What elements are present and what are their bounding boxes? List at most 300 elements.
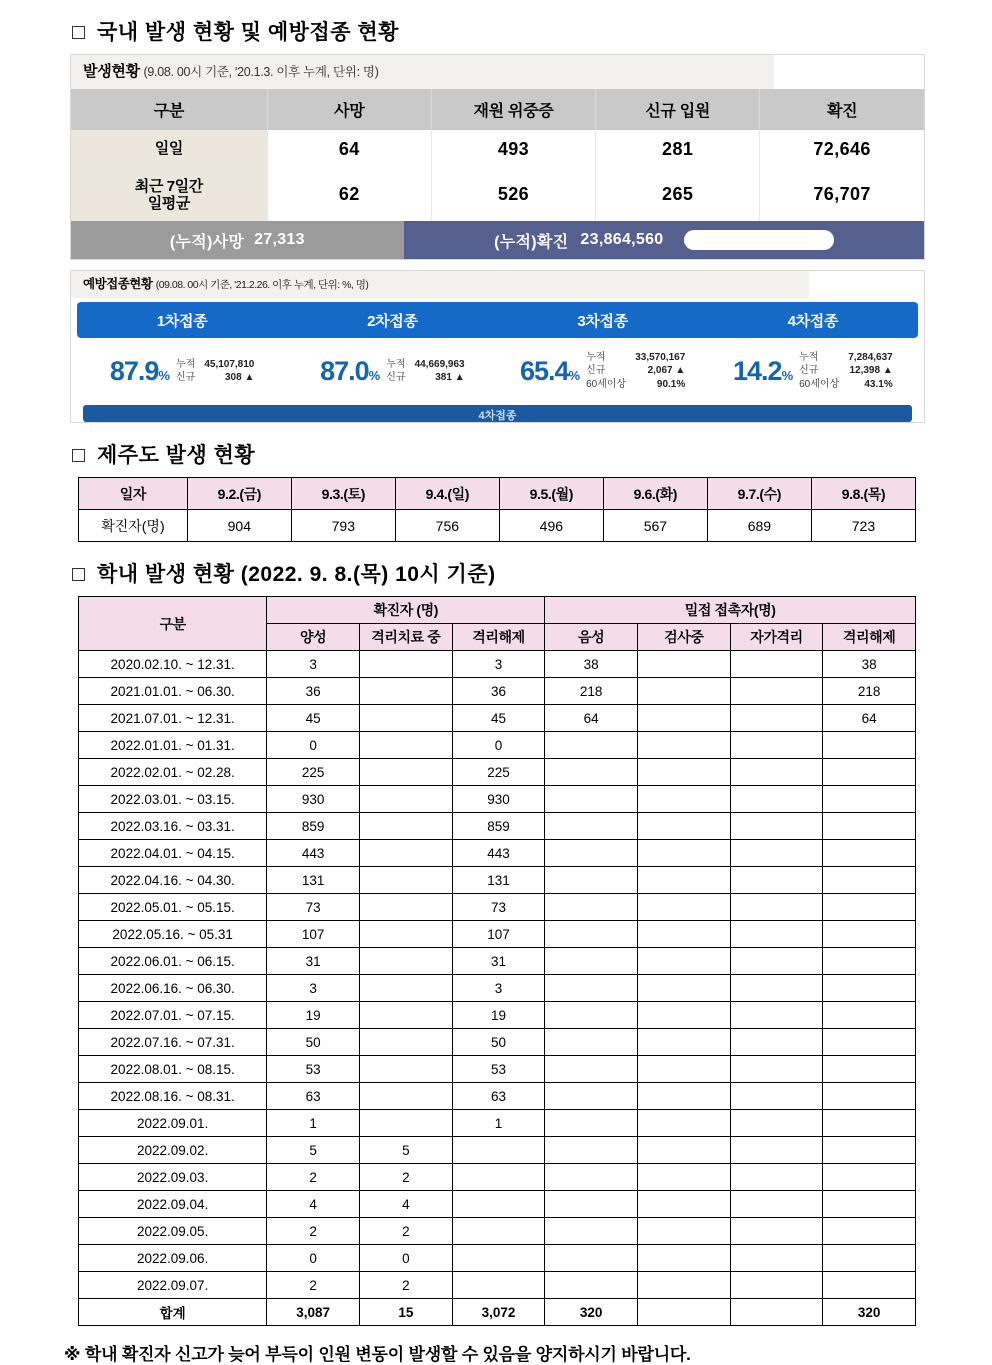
vaccination-detail-value: 2,067 ▲ [647,365,686,377]
vaccination-detail-key: 신규 [799,365,819,377]
school-period-label: 2022.03.01. ~ 03.15. [79,786,267,813]
school-cell: 45 [267,705,360,732]
school-cell: 73 [267,894,360,921]
vaccination-dose-header-3: 3차접종 [577,312,628,330]
table-row [79,759,916,786]
vaccination-panel-body [71,298,924,423]
vaccination-dose-header-row [77,302,918,338]
school-cell [452,1245,545,1272]
school-cell: 4 [360,1191,453,1218]
school-cell [545,975,638,1002]
school-cell [730,894,823,921]
school-cell: 5 [267,1137,360,1164]
school-cell: 859 [267,813,360,840]
school-cell [730,705,823,732]
school-cell [545,786,638,813]
school-cell [360,759,453,786]
jeju-cell: 756 [395,510,499,542]
vaccination-percent-3 [520,358,579,385]
school-total-label: 합계 [79,1299,267,1326]
jeju-cell: 723 [811,510,915,542]
occurrence-cell: 526 [431,169,595,222]
school-cell: 38 [545,651,638,678]
school-cell [823,1164,916,1191]
vaccination-dose-cell-1 [77,352,287,392]
school-period-label: 2022.09.06. [79,1245,267,1272]
school-cell [823,948,916,975]
school-cell: 3 [267,975,360,1002]
footer-note: ※ 학내 확진자 신고가 늦어 부득이 인원 변동이 발생할 수 있음을 양지하시기 바랍니다. [64,1345,691,1365]
school-cell [637,1110,730,1137]
school-period-label: 2022.04.16. ~ 04.30. [79,867,267,894]
jeju-cell: 793 [291,510,395,542]
section-title-text: 학내 발생 현황 (2022. 9. 8.(목) 10시 기준) [97,563,496,587]
school-cell [637,1218,730,1245]
school-cell [637,1245,730,1272]
school-cell: 443 [452,840,545,867]
vaccination-percent-unit: % [568,368,580,383]
jeju-cell: 496 [499,510,603,542]
school-cell [637,1164,730,1191]
vaccination-dose-header-2: 2차접종 [367,312,418,330]
cumulative-pill-placeholder [684,230,834,250]
occurrence-title-strong: 발생현황 [83,63,140,80]
school-table [78,596,916,1326]
vaccination-title-sub: (09.08. 00시 기준, '21.2.26. 이후 누계, 단위: %, 명) [155,279,369,291]
vaccination-percent-unit: % [781,368,793,383]
school-period-label: 2022.07.16. ~ 07.31. [79,1029,267,1056]
school-cell [823,1218,916,1245]
vaccination-detail-key: 신규 [586,365,606,377]
school-cell [545,1083,638,1110]
school-cell [823,1272,916,1299]
school-cell: 53 [452,1056,545,1083]
table-row [79,975,916,1002]
vaccination-detail-key: 누적 [386,358,406,370]
school-cell: 3 [452,975,545,1002]
school-cell [545,921,638,948]
school-cell [360,1029,453,1056]
school-col-testing: 검사중 [637,624,730,651]
vaccination-percent-value: 87.0 [320,356,369,386]
vaccination-percent-value: 87.9 [109,356,159,386]
school-cell [360,1110,453,1137]
jeju-cell: 689 [707,510,811,542]
section-heading-school [0,558,992,588]
school-cell: 1 [267,1110,360,1137]
school-cell: 2 [360,1164,453,1191]
school-cell: 4 [267,1191,360,1218]
school-cell [545,1029,638,1056]
school-period-label: 2022.08.01. ~ 08.15. [79,1056,267,1083]
school-cell [545,759,638,786]
vaccination-detail-value: 12,398 ▲ [849,365,893,377]
school-cell [637,948,730,975]
school-period-label: 2022.04.01. ~ 04.15. [79,840,267,867]
school-cell: 0 [452,732,545,759]
school-period-label: 2020.02.10. ~ 12.31. [79,651,267,678]
school-period-label: 2022.06.01. ~ 06.15. [79,948,267,975]
school-cell [360,921,453,948]
school-period-label: 2022.09.03. [79,1164,267,1191]
school-col-isolation-released: 격리해제 [452,624,545,651]
school-cell [360,867,453,894]
table-row [79,1245,916,1272]
school-cell: 218 [823,678,916,705]
table-row [79,1083,916,1110]
school-cell [360,894,453,921]
school-cell [730,1083,823,1110]
school-period-label: 2021.01.01. ~ 06.30. [79,678,267,705]
school-cell: 218 [545,678,638,705]
school-cell: 63 [267,1083,360,1110]
vaccination-dose-cell-4 [708,352,918,392]
school-cell [545,1191,638,1218]
school-cell [637,651,730,678]
occurrence-row-daily [71,130,924,169]
school-total-cell: 3,072 [452,1299,545,1326]
section-heading-domestic [0,16,992,46]
school-cell: 443 [267,840,360,867]
cumulative-deaths-label: (누적)사망 [169,233,245,251]
jeju-col-date: 9.2.(금) [187,478,291,510]
school-total-cell: 15 [360,1299,453,1326]
vaccination-dose-header-4: 4차접종 [787,312,839,330]
school-cell [730,678,823,705]
school-cell [545,1056,638,1083]
school-cell [730,948,823,975]
school-cell [637,759,730,786]
school-total-cell: 320 [823,1299,916,1326]
occurrence-cell: 64 [267,130,431,169]
vaccination-detail-key: 누적 [175,358,196,370]
school-cell [637,705,730,732]
school-col-contacts-released: 격리해제 [823,624,916,651]
school-cell [637,1029,730,1056]
school-cell: 2 [267,1164,360,1191]
school-cell: 64 [545,705,638,732]
school-cell [637,894,730,921]
school-cell [730,1164,823,1191]
school-cell [823,1191,916,1218]
school-cell [637,1083,730,1110]
school-col-division: 구분 [79,597,267,651]
school-cell [360,678,453,705]
school-cell: 36 [452,678,545,705]
school-cell: 131 [452,867,545,894]
school-cell [730,759,823,786]
vaccination-detail-value: 381 ▲ [435,372,465,383]
jeju-col-date: 9.3.(토) [291,478,395,510]
school-col-in-isolation-treatment: 격리치료 중 [360,624,453,651]
school-cell: 73 [452,894,545,921]
table-row [79,678,916,705]
jeju-col-date: 9.4.(일) [395,478,499,510]
school-cell [545,1164,638,1191]
school-cell [360,1083,453,1110]
school-cell [452,1272,545,1299]
school-cell [823,1002,916,1029]
school-cell [545,1218,638,1245]
school-cell [545,948,638,975]
school-cell: 2 [360,1272,453,1299]
school-cell [637,867,730,894]
vaccination-panel-title [71,271,924,298]
school-cell [730,1029,823,1056]
table-row [79,894,916,921]
school-cell [452,1191,545,1218]
vaccination-detail-key: 60세이상 [586,378,627,390]
occurrence-panel-title [71,55,924,89]
school-cell [545,867,638,894]
occurrence-row-label [71,169,267,222]
school-cell: 63 [452,1083,545,1110]
school-cell [360,651,453,678]
school-header-group-row [79,597,916,624]
school-cell [823,867,916,894]
school-cell: 225 [267,759,360,786]
jeju-cell: 567 [603,510,707,542]
vaccination-detail-value: 33,570,167 [635,351,686,363]
school-cell [637,678,730,705]
school-cell [637,840,730,867]
school-total-cell [637,1299,730,1326]
cumulative-summary-bar [71,221,924,259]
school-cell: 53 [267,1056,360,1083]
checkbox-icon [72,568,85,581]
school-cell [823,894,916,921]
school-col-self-isolation: 자가격리 [730,624,823,651]
table-row [79,867,916,894]
school-cell [823,975,916,1002]
school-cell: 0 [267,1245,360,1272]
school-cell [637,1056,730,1083]
vaccination-detail-1 [176,359,254,385]
table-row [79,1272,916,1299]
school-cell [730,975,823,1002]
school-cell [823,786,916,813]
school-period-label: 2022.09.02. [79,1137,267,1164]
table-row [79,1164,916,1191]
jeju-table-wrap [78,477,916,542]
jeju-header-row [79,478,916,510]
section-title-text: 제주도 발생 현황 [97,444,256,468]
school-period-label: 2022.07.01. ~ 07.15. [79,1002,267,1029]
school-period-label: 2022.09.01. [79,1110,267,1137]
school-cell: 3 [452,651,545,678]
school-cell [637,1137,730,1164]
school-cell: 107 [267,921,360,948]
school-cell [823,1056,916,1083]
occurrence-panel [70,54,925,260]
school-total-cell: 3,087 [267,1299,360,1326]
school-cell [823,1110,916,1137]
school-period-label: 2022.09.04. [79,1191,267,1218]
school-cell: 0 [267,732,360,759]
vaccination-footer-bar: 4차접종 [83,405,912,422]
school-cell [730,1272,823,1299]
table-row [79,840,916,867]
vaccination-detail-3 [586,352,685,392]
school-total-row [79,1299,916,1326]
occurrence-col-deaths: 사망 [267,89,431,130]
table-row [79,1218,916,1245]
school-table-wrap [78,596,916,1326]
vaccination-dose-cell-2 [287,352,497,392]
vaccination-dose-header-1: 1차접종 [156,312,208,330]
school-cell [545,1137,638,1164]
school-cell: 64 [823,705,916,732]
occurrence-table-header-row [71,89,924,130]
school-cell: 2 [267,1272,360,1299]
school-cell [637,975,730,1002]
vaccination-detail-2 [386,359,464,385]
school-period-label: 2022.09.07. [79,1272,267,1299]
school-total-cell [730,1299,823,1326]
school-cell [823,759,916,786]
school-cell [452,1218,545,1245]
vaccination-detail-value: 45,107,810 [204,358,255,370]
school-cell [637,732,730,759]
occurrence-cell: 281 [596,130,760,169]
school-cell [360,732,453,759]
cumulative-deaths [71,221,404,259]
vaccination-detail-value: 90.1% [656,378,686,390]
table-row [79,948,916,975]
vaccination-percent-value: 65.4 [519,356,569,386]
occurrence-cell: 62 [267,169,431,222]
school-cell [730,813,823,840]
vaccination-percent-1 [110,358,169,385]
table-row [79,732,916,759]
school-cell [545,1245,638,1272]
school-cell [545,840,638,867]
school-cell [823,732,916,759]
school-period-label: 2022.05.01. ~ 05.15. [79,894,267,921]
school-cell [730,1002,823,1029]
vaccination-percent-value: 14.2 [733,356,782,386]
jeju-cell: 904 [187,510,291,542]
vaccination-detail-key: 신규 [386,372,406,383]
school-cell: 2 [267,1218,360,1245]
school-cell [823,1137,916,1164]
vaccination-detail-value: 7,284,637 [848,351,893,363]
school-cell: 930 [267,786,360,813]
school-period-label: 2021.07.01. ~ 12.31. [79,705,267,732]
table-row [79,921,916,948]
school-group-contacts: 밀접 접촉자(명) [545,597,916,624]
school-cell [823,1083,916,1110]
school-period-label: 2022.06.16. ~ 06.30. [79,975,267,1002]
section-heading-jeju [0,439,992,469]
school-cell: 50 [267,1029,360,1056]
school-cell [823,1029,916,1056]
jeju-col-date: 9.8.(목) [811,478,915,510]
occurrence-cell: 265 [596,169,760,222]
school-cell [730,867,823,894]
school-group-confirmed: 확진자 (명) [267,597,545,624]
school-cell [637,813,730,840]
jeju-col-date-label: 일자 [79,478,188,510]
school-cell: 31 [267,948,360,975]
school-cell [823,840,916,867]
school-cell [545,1272,638,1299]
checkbox-icon [72,449,85,462]
table-row [79,1137,916,1164]
occurrence-table [71,89,924,222]
jeju-row-label: 확진자(명) [79,510,188,542]
jeju-table [78,477,916,542]
school-cell [360,840,453,867]
cumulative-confirmed-value: 23,864,560 [580,231,664,248]
school-col-positive: 양성 [267,624,360,651]
school-cell [637,786,730,813]
school-cell [730,1218,823,1245]
vaccination-dose-values-row [77,338,918,404]
table-row [79,651,916,678]
vaccination-percent-unit: % [368,368,380,383]
vaccination-detail-key: 신규 [175,372,196,383]
school-cell [730,651,823,678]
cumulative-deaths-value: 27,313 [254,231,305,248]
school-cell [545,813,638,840]
jeju-data-row [79,510,916,542]
table-row [79,813,916,840]
school-cell [545,1002,638,1029]
occurrence-cell: 76,707 [760,169,924,222]
school-cell [730,1056,823,1083]
school-cell [730,1110,823,1137]
occurrence-row-label-line2: 일평균 [147,194,190,212]
school-cell: 36 [267,678,360,705]
table-row [79,786,916,813]
section-title-text: 국내 발생 현황 및 예방접종 현황 [97,21,399,44]
school-period-label: 2022.02.01. ~ 02.28. [79,759,267,786]
school-period-label: 2022.01.01. ~ 01.31. [79,732,267,759]
occurrence-title-sub: (9.08. 00시 기준, '20.1.3. 이후 누계, 단위: 명) [143,65,379,79]
school-cell [823,921,916,948]
occurrence-cell: 72,646 [760,130,924,169]
school-cell [730,1137,823,1164]
school-cell: 2 [360,1218,453,1245]
school-cell: 107 [452,921,545,948]
school-cell [452,1137,545,1164]
school-table-body [79,651,916,1326]
vaccination-detail-value: 308 ▲ [225,372,255,383]
school-period-label: 2022.09.05. [79,1218,267,1245]
vaccination-title-strong: 예방접종현황 [83,277,153,291]
school-cell [545,732,638,759]
school-cell: 225 [452,759,545,786]
school-cell: 131 [267,867,360,894]
school-cell [637,921,730,948]
school-cell [360,948,453,975]
school-cell [360,786,453,813]
school-cell: 930 [452,786,545,813]
school-period-label: 2022.08.16. ~ 08.31. [79,1083,267,1110]
school-total-cell: 320 [545,1299,638,1326]
occurrence-col-confirmed: 확진 [760,89,924,130]
vaccination-dose-cell-3 [498,352,708,392]
vaccination-detail-key: 누적 [586,351,606,363]
table-row [79,1002,916,1029]
vaccination-panel [70,270,925,423]
occurrence-row-weekly-average [71,169,924,222]
table-row [79,705,916,732]
school-cell [730,921,823,948]
school-cell [545,894,638,921]
occurrence-col-critical: 재원 위중증 [431,89,595,130]
